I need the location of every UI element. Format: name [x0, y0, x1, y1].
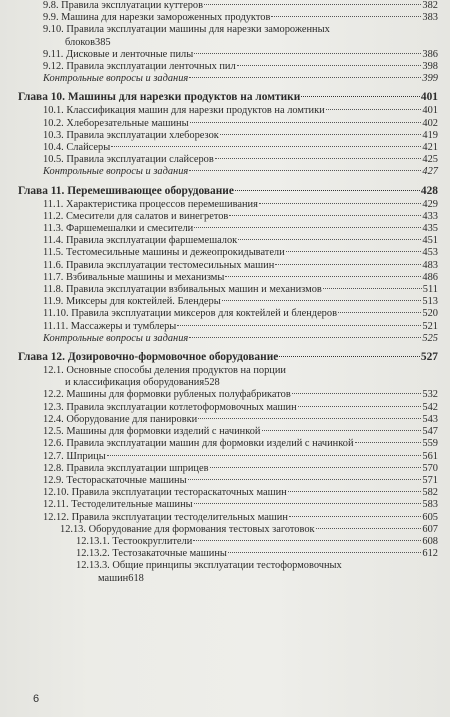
toc-entry-page: 386 — [422, 48, 438, 60]
toc-entry-text: 9.10. Правила эксплуатации машины для нарезки замороженных — [43, 24, 330, 36]
leader-dots — [238, 239, 421, 240]
toc-entry — [18, 105, 438, 117]
toc-entry-page: 520 — [422, 308, 438, 320]
leader-dots — [193, 540, 421, 541]
toc-entry-text: 12.13.1. Тестоокруглители — [76, 535, 193, 547]
toc-entry-text: 10.3. Правила эксплуатации хлеборезок — [43, 129, 219, 141]
toc-entry — [18, 414, 438, 426]
toc-entry — [18, 321, 438, 333]
leader-dots — [189, 337, 421, 338]
toc-entry — [18, 560, 438, 584]
toc-entry-page: 528 — [204, 377, 220, 389]
toc-entry — [18, 402, 438, 414]
toc-entry-page: 582 — [422, 487, 438, 499]
toc-entry-text: Глава 11. Перемешивающее оборудование — [18, 184, 234, 197]
toc-entry-text: 11.5. Тестомесильные машины и дежеопрокидыватели — [43, 247, 285, 259]
toc-entry-page: 521 — [422, 320, 438, 332]
toc-entry-text: 12.11. Тестоделительные машины — [43, 499, 193, 511]
leader-dots — [228, 552, 422, 553]
toc-entry-text: 12.5. Машины для формовки изделий с начинкой — [43, 426, 261, 438]
toc-entry — [18, 24, 438, 48]
chapter-heading — [18, 351, 438, 364]
toc-entry-page: 427 — [422, 166, 438, 178]
toc-entry-text: 9.9. Машина для нарезки замороженных продуктов — [43, 12, 271, 24]
toc-entry — [18, 49, 438, 61]
toc-entry-text: Контрольные вопросы и задания — [43, 166, 189, 178]
toc-entry-text: 11.1. Характеристика процессов перемешивания — [43, 198, 258, 210]
toc-entry — [18, 333, 438, 345]
toc-entry — [18, 73, 438, 85]
toc-entry — [18, 130, 438, 142]
leader-dots — [190, 122, 422, 123]
toc-entry-page: 401 — [420, 91, 438, 104]
toc-entry-text-continued: машин — [98, 572, 129, 584]
leader-dots — [355, 442, 422, 443]
toc-entry-text: 12.1. Основные способы деления продуктов на порции — [43, 365, 286, 377]
toc-entry-text: 10.5. Правила эксплуатации слайсеров — [43, 154, 214, 166]
toc-entry-page: 547 — [422, 426, 438, 438]
toc-entry-text: 9.11. Дисковые и ленточные пилы — [43, 48, 194, 60]
toc-entry-page: 527 — [420, 351, 438, 364]
toc-entry-page: 612 — [422, 548, 438, 560]
leader-dots — [298, 406, 422, 407]
toc-entry-page: 542 — [422, 401, 438, 413]
toc-entry-page: 401 — [422, 105, 438, 117]
toc-entry — [18, 308, 438, 320]
leader-dots — [220, 134, 422, 135]
toc-entry-text-continued: и классификация оборудования — [65, 377, 205, 389]
toc-entry-text: 12.13. Оборудование для формования тестовых заготовок — [60, 523, 315, 535]
toc-entry-text: 12.10. Правила эксплуатации тестораскаточных машин — [43, 487, 287, 499]
toc-entry-page: 435 — [422, 223, 438, 235]
toc-entry-text: 10.2. Хлеборезательные машины — [43, 117, 189, 129]
toc-entry-page: 402 — [422, 117, 438, 129]
toc-entry — [18, 536, 438, 548]
toc-entry-text: 11.7. Взбивальные машины и механизмы — [43, 271, 225, 283]
toc-entry-text: 12.9. Тестораскаточные машины — [43, 474, 187, 486]
leader-dots — [188, 479, 422, 480]
toc-entry-page: 618 — [128, 572, 144, 584]
toc-entry-page: 583 — [422, 499, 438, 511]
toc-entry-page: 453 — [422, 247, 438, 259]
leader-dots — [111, 146, 421, 147]
toc-entry-page: 608 — [422, 535, 438, 547]
leader-dots — [194, 53, 421, 54]
leader-dots — [316, 528, 422, 529]
toc-entry — [18, 272, 438, 284]
leader-dots — [189, 170, 421, 171]
toc-entry-page: 561 — [422, 450, 438, 462]
toc-entry-page: 429 — [422, 198, 438, 210]
toc-entry-page: 398 — [422, 61, 438, 73]
toc-entry-line — [43, 37, 438, 49]
toc-entry — [18, 154, 438, 166]
toc-entry-text: Контрольные вопросы и задания — [43, 332, 189, 344]
toc-entry-text-continued: блоков — [65, 36, 96, 48]
toc-entry — [18, 142, 438, 154]
toc-entry-page: 425 — [422, 154, 438, 166]
toc-entry-text: 12.13.2. Тестозакаточные машины — [76, 548, 227, 560]
toc-entry-page: 532 — [422, 389, 438, 401]
leader-dots — [286, 251, 422, 252]
toc-entry-page: 570 — [422, 462, 438, 474]
toc-entry — [18, 211, 438, 223]
toc-entry — [18, 451, 438, 463]
leader-dots — [259, 203, 422, 204]
toc-entry-page: 543 — [422, 413, 438, 425]
toc-entry-page: 486 — [422, 271, 438, 283]
toc-entry-page: 451 — [422, 235, 438, 247]
toc-entry — [18, 260, 438, 272]
toc-entry-page: 382 — [422, 0, 438, 11]
toc-entry-page: 421 — [422, 142, 438, 154]
toc-entry-line — [43, 377, 438, 389]
leader-dots — [235, 190, 420, 191]
toc-entry-page: 559 — [422, 438, 438, 450]
leader-dots — [177, 325, 421, 326]
toc-entry-text: 12.13.3. Общие принципы эксплуатации тестоформовочных — [76, 560, 342, 572]
toc-entry — [18, 247, 438, 259]
leader-dots — [338, 312, 421, 313]
toc-entry — [18, 487, 438, 499]
toc-entry-text: 12.4. Оборудование для панировки — [43, 413, 198, 425]
leader-dots — [222, 300, 422, 301]
toc-entry-text: 11.3. Фаршемешалки и смесители — [43, 223, 194, 235]
toc-entry — [18, 475, 438, 487]
toc-entry-page: 383 — [422, 12, 438, 24]
toc-entry-page: 513 — [422, 296, 438, 308]
toc-entry-text: 9.8. Правила эксплуатации куттеров — [43, 0, 204, 11]
leader-dots — [323, 288, 422, 289]
toc-entry-page: 525 — [422, 332, 438, 344]
leader-dots — [237, 65, 422, 66]
toc-entry-text: 10.1. Классификация машин для нарезки продуктов на ломтики — [43, 105, 325, 117]
toc-entry-text: Глава 10. Машины для нарезки продуктов на ломтики — [18, 91, 301, 104]
toc-entry — [18, 0, 438, 12]
chapter-heading — [18, 91, 438, 104]
toc-entry-text: 11.6. Правила эксплуатации тестомесильных машин — [43, 259, 275, 271]
toc-entry-text: 11.11. Массажеры и тумблеры — [43, 320, 177, 332]
toc-entry — [18, 223, 438, 235]
toc-entry — [18, 12, 438, 24]
toc-entry — [18, 166, 438, 178]
leader-dots — [189, 77, 421, 78]
toc-entry-text: 12.2. Машины для формовки рубленых полуфабрикатов — [43, 389, 291, 401]
toc-entry-page: 483 — [422, 259, 438, 271]
toc-entry — [18, 463, 438, 475]
toc-entry-page: 433 — [422, 210, 438, 222]
toc-entry-text: 12.8. Правила эксплуатации шприцев — [43, 462, 209, 474]
leader-dots — [198, 418, 421, 419]
toc-entry-page: 605 — [422, 511, 438, 523]
toc-entry-text: 11.10. Правила эксплуатации миксеров для коктейлей и блендеров — [43, 308, 337, 320]
toc-entry — [18, 438, 438, 450]
leader-dots — [204, 4, 421, 5]
toc-entry — [18, 512, 438, 524]
page-number: 6 — [33, 693, 40, 705]
toc-entry-page: 511 — [422, 284, 438, 296]
leader-dots — [262, 430, 422, 431]
toc-entry — [18, 426, 438, 438]
toc-entry — [18, 296, 438, 308]
toc-entry — [18, 235, 438, 247]
leader-dots — [326, 109, 422, 110]
toc-entry — [18, 199, 438, 211]
leader-dots — [194, 503, 422, 504]
toc-entry — [18, 61, 438, 73]
table-of-contents — [18, 0, 438, 585]
toc-entry-page: 399 — [422, 73, 438, 85]
toc-entry-text: 11.9. Миксеры для коктейлей. Блендеры — [43, 296, 221, 308]
toc-entry-text: 12.3. Правила эксплуатации котлетоформовочных машин — [43, 401, 297, 413]
toc-entry-text: 12.7. Шприцы — [43, 450, 106, 462]
toc-entry-text: 11.8. Правила эксплуатации взбивальных машин и механизмов — [43, 284, 322, 296]
leader-dots — [229, 215, 421, 216]
toc-entry-text: Глава 12. Дозировочно-формовочное оборудование — [18, 351, 279, 364]
toc-entry-page: 571 — [422, 474, 438, 486]
toc-entry-page: 385 — [95, 36, 111, 48]
chapter-heading — [18, 185, 438, 198]
leader-dots — [289, 516, 421, 517]
toc-entry-text: 11.2. Смесители для салатов и винегретов — [43, 210, 229, 222]
toc-entry — [18, 524, 438, 536]
toc-entry-line — [76, 573, 438, 585]
toc-entry-text: 10.4. Слайсеры — [43, 142, 111, 154]
leader-dots — [275, 264, 421, 265]
leader-dots — [194, 227, 421, 228]
toc-entry — [18, 118, 438, 130]
leader-dots — [210, 467, 422, 468]
toc-entry — [18, 365, 438, 389]
toc-entry-page: 419 — [422, 129, 438, 141]
toc-entry-page: 607 — [422, 523, 438, 535]
toc-entry — [18, 284, 438, 296]
toc-entry — [18, 548, 438, 560]
toc-entry-text: 9.12. Правила эксплуатации ленточных пил — [43, 61, 236, 73]
leader-dots — [107, 455, 422, 456]
toc-entry-text: 12.6. Правила эксплуатации машин для формовки изделий с начинкой — [43, 438, 354, 450]
toc-entry-text: 11.4. Правила эксплуатации фаршемешалок — [43, 235, 238, 247]
leader-dots — [225, 276, 421, 277]
toc-entry — [18, 389, 438, 401]
toc-entry-text: 12.12. Правила эксплуатации тестоделительных машин — [43, 511, 288, 523]
toc-entry-page: 428 — [420, 184, 438, 197]
toc-entry — [18, 499, 438, 511]
toc-entry-text: Контрольные вопросы и задания — [43, 73, 189, 85]
leader-dots — [288, 491, 422, 492]
leader-dots — [292, 393, 422, 394]
leader-dots — [271, 16, 421, 17]
leader-dots — [215, 158, 422, 159]
leader-dots — [301, 96, 420, 97]
leader-dots — [279, 356, 420, 357]
